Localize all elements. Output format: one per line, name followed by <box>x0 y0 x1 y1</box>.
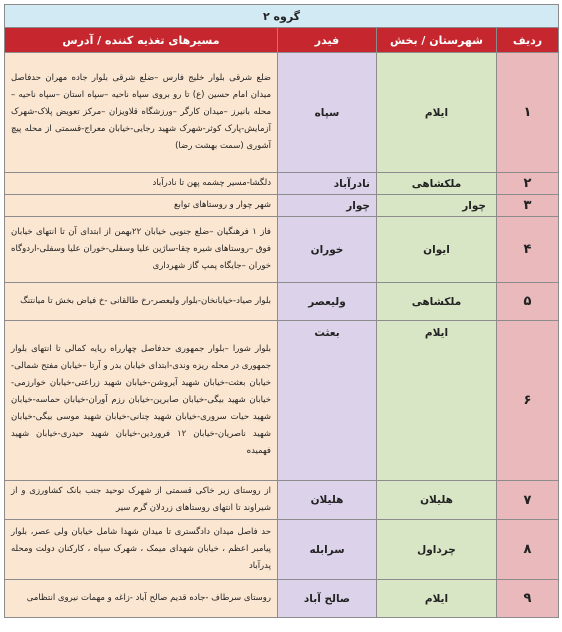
addr-cell: شهر چوار و روستاهای توابع <box>5 195 278 217</box>
table-row <box>5 173 559 195</box>
radif-cell: ۲ <box>497 173 559 195</box>
feeder-cell: ولیعصر <box>278 283 377 321</box>
header-addr: مسیرهای تغذیه کننده / آدرس <box>5 28 278 53</box>
table-row <box>5 217 559 283</box>
feeder-cell: صالح آباد <box>278 580 377 618</box>
radif-cell: ۶ <box>497 321 559 481</box>
addr-cell: روستای سرطاف -جاده قدیم صالح آباد -زاغه و مهمات نیروی انتظامی <box>5 580 278 618</box>
table-row <box>5 520 559 580</box>
group-title: گروه ۲ <box>5 5 559 28</box>
feeder-cell: نادرآباد <box>278 173 377 195</box>
header-feeder: فیدر <box>278 28 377 53</box>
table-row <box>5 321 559 481</box>
shahr-cell: ایوان <box>377 217 497 283</box>
radif-cell: ۴ <box>497 217 559 283</box>
header-row <box>5 28 559 53</box>
table-row <box>5 481 559 520</box>
shahr-cell: ایلام <box>377 53 497 173</box>
table-row <box>5 195 559 217</box>
addr-cell: بلوار صیاد-خیابانخان-بلوار ولیعصر-رخ طالقانی -خ فیاض بخش تا میانتنگ <box>5 283 278 321</box>
shahr-cell: ملکشاهی <box>377 283 497 321</box>
header-radif: ردیف <box>497 28 559 53</box>
shahr-cell: هلیلان <box>377 481 497 520</box>
radif-cell: ۱ <box>497 53 559 173</box>
feeder-cell: بعثت <box>278 321 377 481</box>
radif-cell: ۷ <box>497 481 559 520</box>
addr-cell: ضلع شرقی بلوار خلیج فارس –ضلع شرقی بلوار جاده مهران حدفاصل میدان امام حسین (ع) تا رو بروی سپاه ناحیه –سپاه استان –سپاه ناحیه –محله بانیرز –میدان کارگر –ورزشگاه قلاویزان –مرکز تعویض پلاک-شهرک آزمایش-پارک کوثر-شهرک شهید رجایی-خیابان معراج-قسمتی از محله پیچ آشوری (سمت بهشت رضا) <box>5 53 278 173</box>
radif-cell: ۸ <box>497 520 559 580</box>
feeder-cell: خوران <box>278 217 377 283</box>
table-row <box>5 283 559 321</box>
group-title-row <box>5 5 559 28</box>
shahr-cell: ایلام <box>377 580 497 618</box>
radif-cell: ۳ <box>497 195 559 217</box>
header-shahr: شهرستان / بخش <box>377 28 497 53</box>
shahr-cell: ملکشاهی <box>377 173 497 195</box>
radif-cell: ۹ <box>497 580 559 618</box>
addr-cell: حد فاصل میدان دادگستری تا میدان شهدا شامل خیابان ولی عصر، بلوار پیامبر اعظم ، خیابان شهدای میمک ، شهرک سپاه ، کارکنان دولت ومحله پدرآباد <box>5 520 278 580</box>
feeder-cell: سپاه <box>278 53 377 173</box>
table-row <box>5 580 559 618</box>
feeder-table <box>4 4 559 618</box>
feeder-cell: چوار <box>278 195 377 217</box>
addr-cell: فاز ۱ فرهنگیان –ضلع جنوبی خیابان ۲۲بهمن از ابتدای آن تا انتهای خیابان فوق –روستاهای شیره چقا-ساژین علیا وسفلی-خوران علیا وسفلی-اردوگاه خوران –جایگاه پمپ گاز شهرداری <box>5 217 278 283</box>
shahr-cell: ایلام <box>377 321 497 481</box>
table-row <box>5 53 559 173</box>
addr-cell: دلگشا-مسیر چشمه پهن تا نادرآباد <box>5 173 278 195</box>
addr-cell: از روستای زیر خاکی قسمتی از شهرک توحید جنب بانک کشاورزی و از شیراوند تا انتهای روستاهای زردلان گرم سیر <box>5 481 278 520</box>
shahr-cell: چوار <box>377 195 497 217</box>
addr-cell: بلوار شورا –بلوار جمهوری حدفاصل چهارراه ریایه کمالی تا انتهای بلوار جمهوری در محله ریزه وندی-ابتدای خیابان بدر و آرتا –خیابان مفتح شمالی-خیابان بعثت-خیابان شهید آیروشن-خیابان شهید زراعتی-خیابان خوارزمی-خیابان شهید بیگی-خیابان صابرین-خیابان رزم آوران-خیابان حماسه-خیابان شهید حیات سروری-خیابان شهید چنانی-خیابان شهید موسی بیگی-خیابان شهید ناصریان-خیابان ۱۲ فروردین-خیابان شهید حیدری-خیابان شهید فهمیده <box>5 321 278 481</box>
feeder-cell: سرابله <box>278 520 377 580</box>
radif-cell: ۵ <box>497 283 559 321</box>
shahr-cell: چرداول <box>377 520 497 580</box>
feeder-cell: هلیلان <box>278 481 377 520</box>
